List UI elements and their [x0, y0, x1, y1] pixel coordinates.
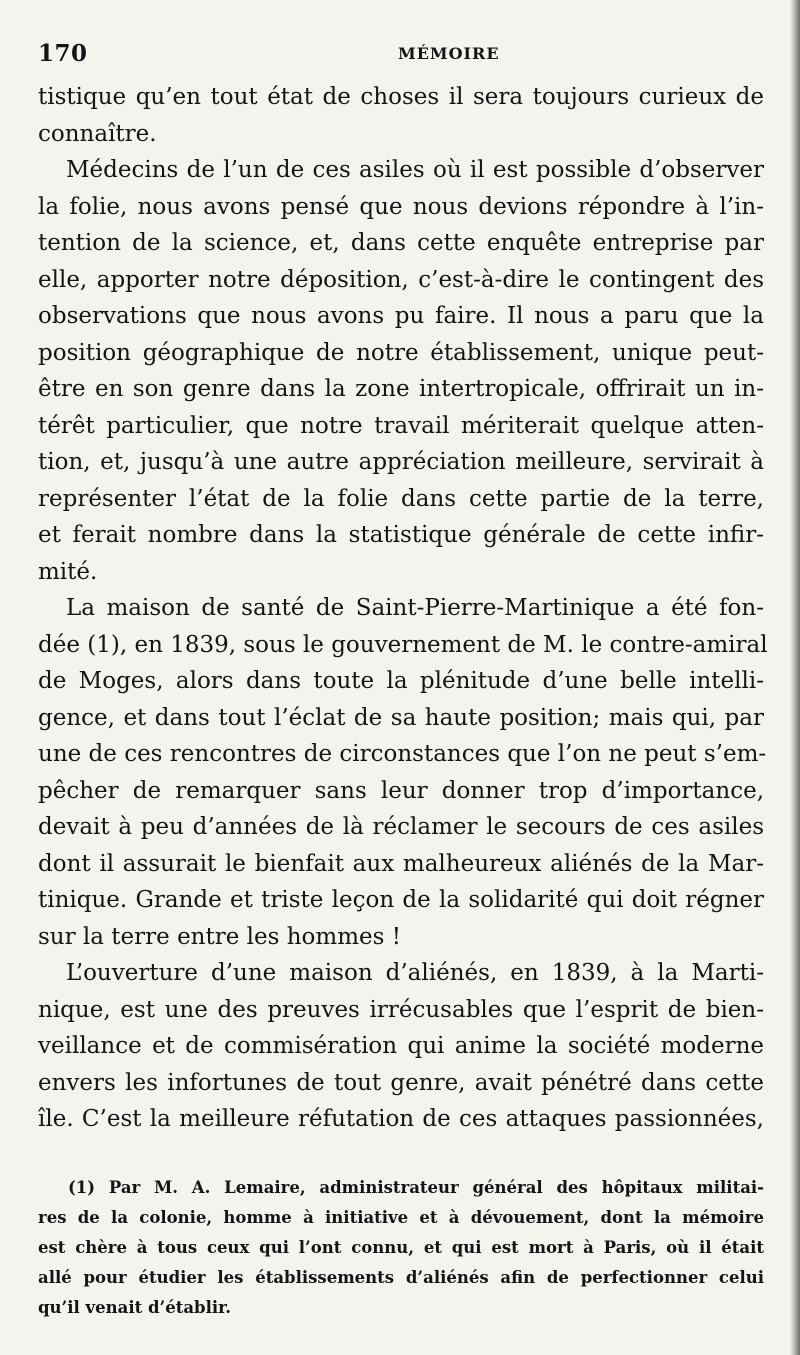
text-line: dée (1), en 1839, sous le gouvernement de M. le contre-amiral [38, 632, 768, 658]
running-title: MÉMOIRE [398, 44, 500, 63]
text-line: elle, apporter notre déposition, c’est-à-dire le contingent des [38, 267, 764, 293]
text-line: une de ces rencontres de circonstances que l’on ne peut s’em- [38, 741, 767, 767]
text-line: térêt particulier, que notre travail mériterait quelque atten- [38, 413, 764, 439]
text-line: la folie, nous avons pensé que nous devions répondre à l’in- [38, 194, 764, 220]
text-line: connaître. [38, 121, 157, 147]
text-line: devait à peu d’années de là réclamer le secours de ces asiles [38, 814, 764, 840]
text-line: position géographique de notre établissement, unique peut- [38, 340, 764, 366]
text-line: nique, est une des preuves irrécusables que l’esprit de bien- [38, 997, 764, 1023]
footnote-line: qu’il venait d’établir. [38, 1298, 232, 1317]
text-line: L’ouverture d’une maison d’aliénés, en 1839, à la Marti- [66, 960, 764, 986]
text-line: tistique qu’en tout état de choses il sera toujours curieux de [38, 84, 764, 110]
page-header [38, 40, 768, 76]
text-line: La maison de santé de Saint-Pierre-Martinique a été fon- [66, 595, 764, 621]
text-line: de Moges, alors dans toute la plénitude d’une belle intelli- [38, 668, 764, 694]
text-line: veillance et de commisération qui anime la société moderne [38, 1033, 764, 1059]
text-line: représenter l’état de la folie dans cette partie de la terre, [38, 486, 764, 512]
footnote-line: est chère à tous ceux qui l’ont connu, et qui est mort à Paris, où il était [38, 1238, 764, 1257]
text-line: île. C’est la meilleure réfutation de ces attaques passionnées, [38, 1106, 764, 1132]
text-line: envers les infortunes de tout genre, avait pénétré dans cette [38, 1070, 764, 1096]
text-line: dont il assurait le bienfait aux malheureux aliénés de la Mar- [38, 851, 764, 877]
text-line: être en son genre dans la zone intertropicale, offrirait un in- [38, 376, 764, 402]
text-line: pêcher de remarquer sans leur donner trop d’importance, [38, 778, 764, 804]
text-line: et ferait nombre dans la statistique générale de cette infir- [38, 522, 764, 548]
page-number: 170 [38, 40, 88, 67]
footnote-line: (1) Par M. A. Lemaire, administrateur général des hôpitaux militai- [68, 1178, 764, 1197]
text-line: sur la terre entre les hommes ! [38, 924, 401, 950]
text-line: Médecins de l’un de ces asiles où il est possible d’observer [66, 157, 764, 183]
text-line: tinique. Grande et triste leçon de la solidarité qui doit régner [38, 887, 764, 913]
text-line: tion, et, jusqu’à une autre appréciation meilleure, servirait à [38, 449, 764, 475]
text-line: mité. [38, 559, 98, 585]
footnote-line: allé pour étudier les établissements d’aliénés afin de perfectionner celui [38, 1268, 764, 1287]
text-line: gence, et dans tout l’éclat de sa haute position; mais qui, par [38, 705, 764, 731]
page-edge-shadow [790, 0, 800, 1355]
text-line: observations que nous avons pu faire. Il nous a paru que la [38, 303, 764, 329]
footnote-line: res de la colonie, homme à initiative et à dévouement, dont la mémoire [38, 1208, 764, 1227]
text-line: tention de la science, et, dans cette enquête entreprise par [38, 230, 764, 256]
